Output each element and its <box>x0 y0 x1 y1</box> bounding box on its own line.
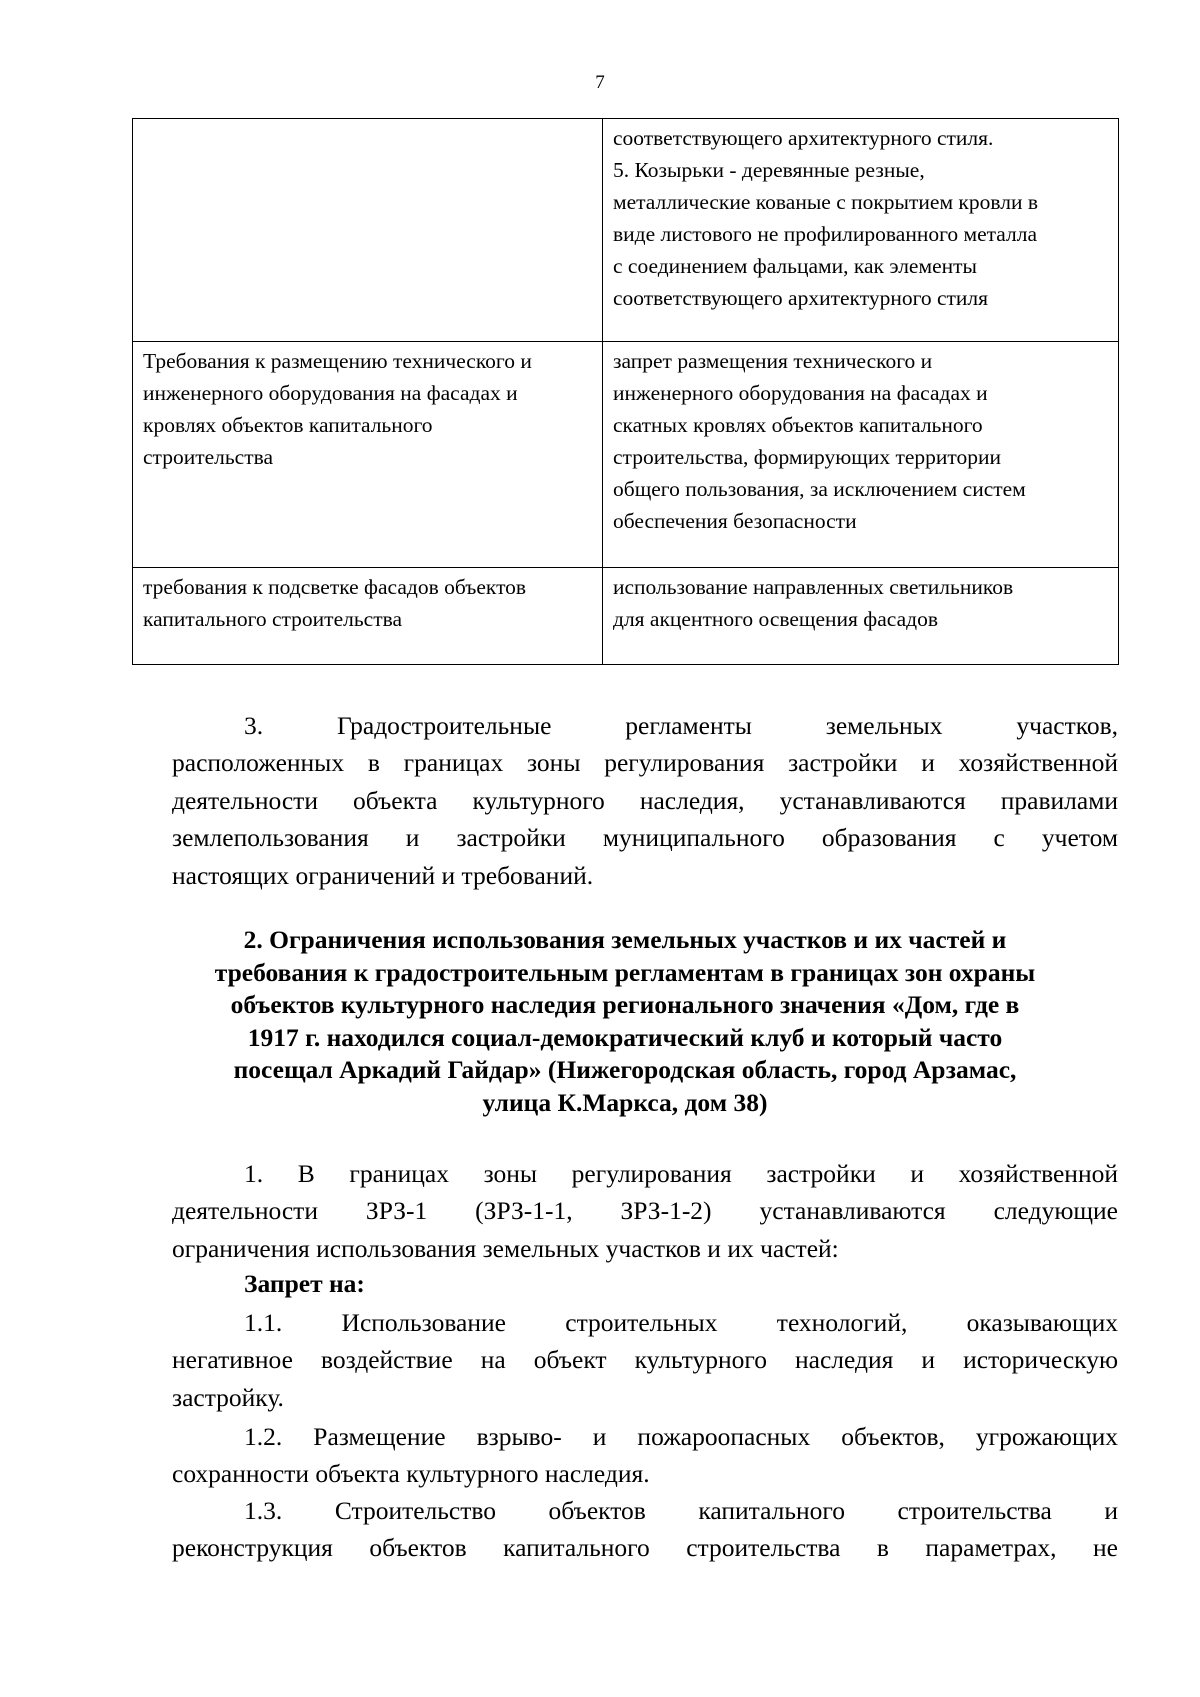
cell-line: общего пользования, за исключением систем <box>613 477 1026 501</box>
item-1-1 <box>172 1304 1118 1416</box>
heading-line: 2. Ограничения использования земельных участков и их частей и <box>243 925 1007 954</box>
cell-line: строительства, формирующих территории <box>613 445 1002 469</box>
text-line: 1.2. Размещение взрыво- и пожароопасных объектов, угрожающих <box>244 1422 1118 1451</box>
table-row <box>133 568 1119 665</box>
item-1-2 <box>172 1418 1118 1493</box>
text-line: 3. Градостроительные регламенты земельных участков, <box>244 711 1118 740</box>
paragraph-3 <box>172 707 1118 894</box>
cell-line: Требования к размещению технического и <box>143 349 532 373</box>
table-cell-value <box>603 568 1119 665</box>
cell-line: 5. Козырьки - деревянные резные, <box>613 158 925 182</box>
prohibition-label: Запрет на: <box>244 1269 365 1298</box>
heading-line: 1917 г. находился социал-демократический клуб и который часто <box>247 1022 1003 1052</box>
table-cell-value <box>603 342 1119 568</box>
table-cell-requirement <box>133 568 603 665</box>
text-line: настоящих ограничений и требований. <box>172 860 594 890</box>
page-number: 7 <box>595 72 605 93</box>
heading-line: улица К.Маркса, дом 38) <box>482 1087 768 1117</box>
text-line: застройку. <box>172 1382 284 1412</box>
cell-line: капитального строительства <box>143 607 403 631</box>
heading-line: объектов культурного наследия регионального значения «Дом, где в <box>230 990 1020 1019</box>
cell-line: металлические кованые с покрытием кровли в <box>613 190 1039 214</box>
text-line: расположенных в границах зоны регулирования застройки и хозяйственной <box>172 748 1118 778</box>
text-line: сохранности объекта культурного наследия. <box>172 1459 650 1489</box>
text-line: 1.3. Строительство объектов капитального строительства и <box>244 1496 1118 1525</box>
cell-line: соответствующего архитектурного стиля <box>613 286 989 310</box>
cell-line: соответствующего архитектурного стиля. <box>613 126 994 150</box>
cell-line: кровлях объектов капитального <box>143 413 433 437</box>
cell-line: строительства <box>143 445 274 469</box>
table-row <box>133 342 1119 568</box>
requirements-table <box>132 118 1119 665</box>
heading-line: требования к градостроительным регламентам в границах зон охраны <box>214 957 1036 987</box>
cell-line: скатных кровлях объектов капитального <box>613 413 983 437</box>
table-cell-requirement <box>133 119 603 342</box>
text-line: 1.1. Использование строительных технологий, оказывающих <box>244 1308 1118 1337</box>
cell-line: запрет размещения технического и <box>613 349 933 373</box>
text-line: деятельности объекта культурного наследия, устанавливаются правилами <box>172 785 1118 815</box>
cell-line: обеспечения безопасности <box>613 509 857 533</box>
text-line: негативное воздействие на объект культурного наследия и историческую <box>172 1345 1118 1375</box>
table-cell-requirement <box>133 342 603 568</box>
cell-line: использование направленных светильников <box>613 575 1014 599</box>
cell-line: с соединением фальцами, как элементы <box>613 254 977 278</box>
cell-line: требования к подсветке фасадов объектов <box>143 575 527 599</box>
text-line: 1. В границах зоны регулирования застройки и хозяйственной <box>244 1159 1118 1188</box>
text-line: реконструкция объектов капитального строительства в параметрах, не <box>172 1533 1118 1563</box>
text-line: деятельности ЗРЗ-1 (ЗРЗ-1-1, ЗРЗ-1-2) устанавливаются следующие <box>172 1196 1118 1226</box>
item-1-3 <box>172 1492 1118 1567</box>
text-line: ограничения использования земельных участков и их частей: <box>172 1233 839 1263</box>
cell-line: инженерного оборудования на фасадах и <box>143 381 518 405</box>
section-heading <box>132 924 1118 1119</box>
item-1 <box>172 1155 1118 1267</box>
cell-line: инженерного оборудования на фасадах и <box>613 381 988 405</box>
table-cell-value <box>603 119 1119 342</box>
heading-line: посещал Аркадий Гайдар» (Нижегородская область, город Арзамас, <box>233 1055 1017 1084</box>
cell-line: для акцентного освещения фасадов <box>613 607 938 631</box>
text-line: землепользования и застройки муниципального образования с учетом <box>172 823 1118 853</box>
prohibition-block <box>172 1265 1118 1302</box>
table-row <box>133 119 1119 342</box>
cell-line: виде листового не профилированного металла <box>613 222 1038 246</box>
